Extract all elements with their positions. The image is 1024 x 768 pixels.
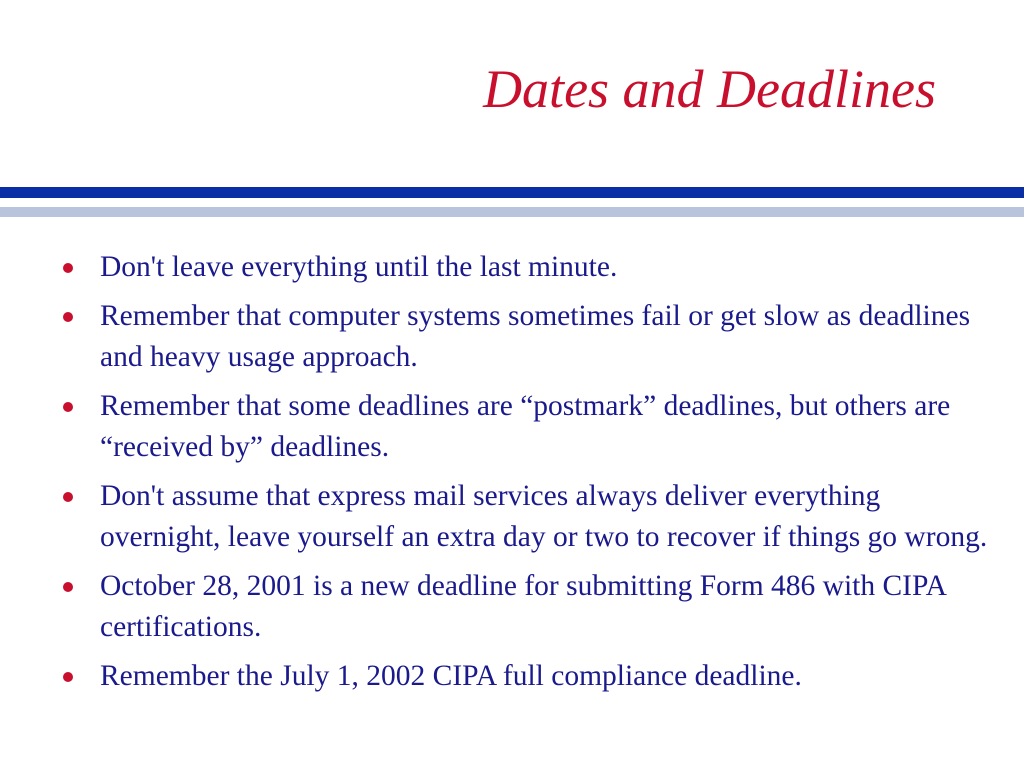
bullet-text: October 28, 2001 is a new deadline for submitting Form 486 with CIPA certifications. [100, 570, 946, 643]
bullet-item [60, 566, 1000, 648]
bullet-dot-icon [63, 263, 73, 273]
bullet-item [60, 296, 1000, 378]
bullet-item [60, 247, 1000, 288]
bullet-dot-icon [63, 672, 73, 682]
slide-title: Dates and Deadlines [483, 59, 936, 119]
bullet-item [60, 656, 1000, 697]
bullet-dot-icon [63, 582, 73, 592]
bullet-text: Remember that computer systems sometimes fail or get slow as deadlines and heavy usage approach. [100, 300, 971, 373]
bullet-text: Remember the July 1, 2002 CIPA full compliance deadline. [100, 660, 802, 692]
bullet-dot-icon [63, 312, 73, 322]
bullet-text: Don't leave everything until the last minute. [100, 251, 618, 283]
bullet-list [60, 247, 1000, 705]
bullet-item [60, 476, 1000, 558]
bullet-text: Don't assume that express mail services always deliver everything overnight, leave yourself an extra day or two to recover if things go wrong. [100, 480, 988, 553]
bullet-dot-icon [63, 492, 73, 502]
bullet-item [60, 386, 1000, 468]
title-rule-dark [0, 187, 1024, 198]
bullet-dot-icon [63, 402, 73, 412]
bullet-text: Remember that some deadlines are “postmark” deadlines, but others are “received by” deadlines. [100, 390, 951, 463]
title-rule-light [0, 207, 1024, 217]
